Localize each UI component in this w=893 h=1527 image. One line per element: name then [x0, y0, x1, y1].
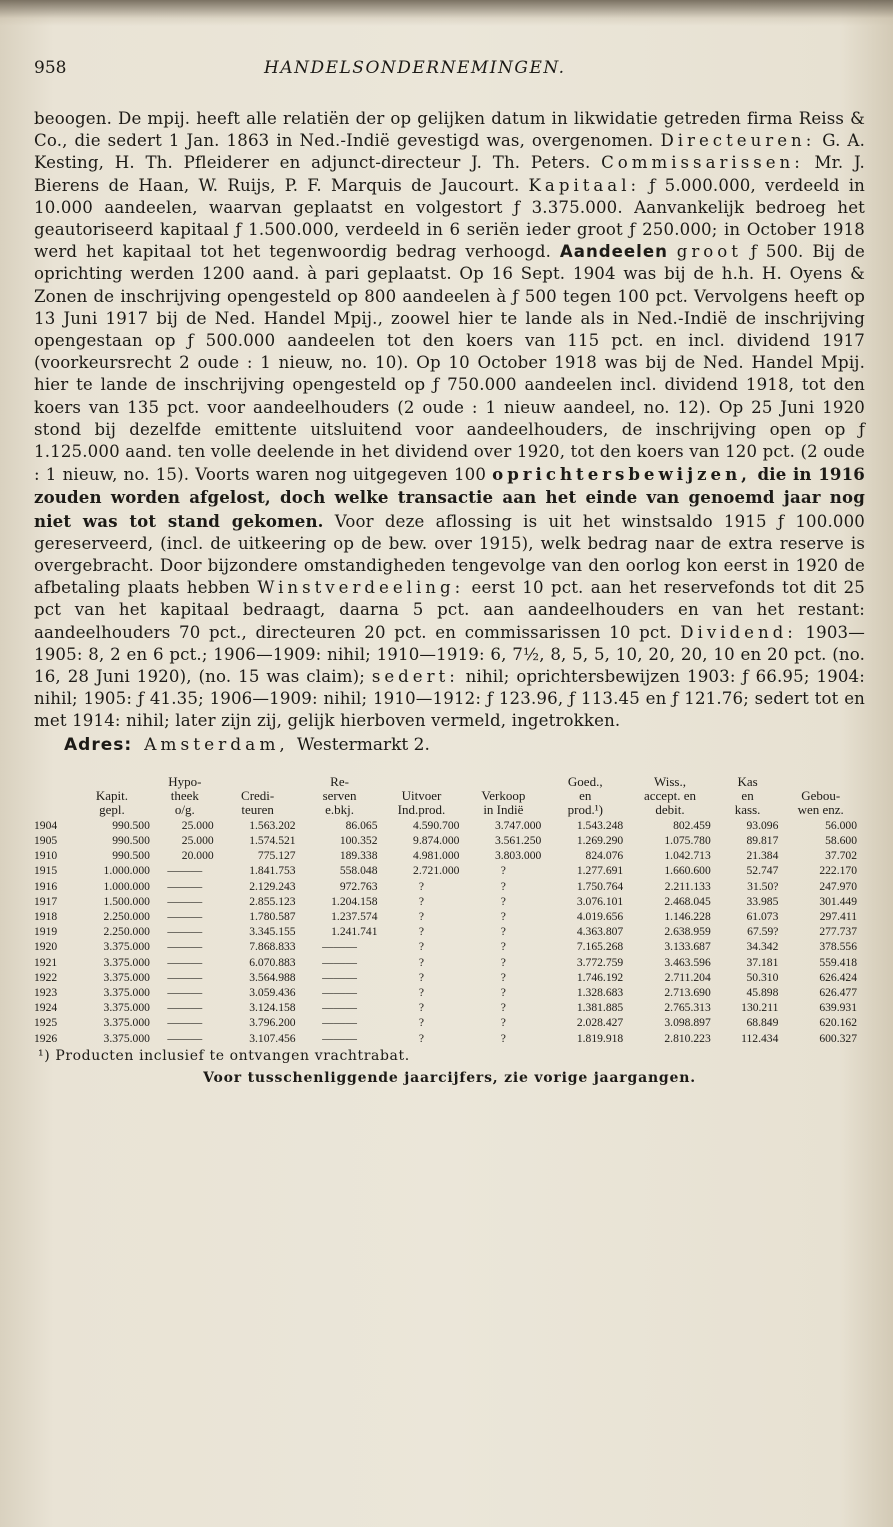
table-cell: 1.543.248	[576, 818, 624, 832]
footnote-text: Producten inclusief te ontvangen vrachtrabat.	[50, 1047, 410, 1064]
table-cell: ?	[418, 1016, 425, 1030]
table-header-cell: Uitvoer Ind.prod.	[397, 787, 446, 817]
table-cell: 1.237.574	[331, 909, 378, 923]
table-year-cell: 1918	[34, 909, 58, 923]
table-cell: 56.000	[825, 818, 857, 832]
table-cell: 3.107.456	[249, 1031, 296, 1045]
table-row	[34, 818, 860, 833]
financial-table	[34, 775, 860, 1046]
table-cell: 2.129.243	[249, 879, 296, 893]
table-cell: 50.310	[746, 970, 779, 984]
table-cell: 93.096	[746, 818, 779, 832]
table-cell: 297.411	[819, 909, 857, 923]
table-cell: 31.50?	[747, 879, 779, 893]
table-cell: 2.211.133	[664, 879, 711, 893]
table-cell: ———	[167, 879, 203, 893]
table-cell: 4.019.656	[576, 909, 624, 923]
table-row	[34, 894, 860, 909]
table-year-cell: 1926	[34, 1031, 58, 1045]
table-cell: ———	[167, 925, 203, 939]
table-cell: 1.075.780	[664, 833, 711, 847]
table-cell: 68.849	[746, 1016, 779, 1030]
table-cell: 21.384	[746, 849, 779, 863]
table-cell: 3.059.436	[249, 985, 296, 999]
table-row	[34, 879, 860, 894]
table-cell: 7.868.833	[249, 940, 296, 954]
table-cell: 45.898	[746, 985, 779, 999]
table-cell: 990.500	[112, 849, 150, 863]
table-row	[34, 970, 860, 985]
table-year-cell: 1917	[34, 894, 58, 908]
table-cell: 3.375.000	[103, 955, 150, 969]
table-cell: 3.375.000	[103, 940, 150, 954]
table-cell: ———	[322, 970, 357, 984]
text-segment: ƒ 500. Bij de oprichting werden 1200 aand. à pari geplaatst. Op 16 Sept. 1904 was bij de h.h. H. Oyens & Zonen de inschrijving opengesteld op 800 aandeelen à ƒ 500 tegen 100 pct. Vervolgens heeft op 13 Juni 1917 bij de Ned. Handel Mpij., zoowel hier te lande als in Ned.-Indië de inschrijving opengestaan op ƒ 500.000 aandeelen tot den koers van 115 pct. en incl. dividend 1917 (voorkeursrecht 2 oude : 1 nieuw, no. 10). Op 10 October 1918 was bij de Ned. Handel Mpij. hier te lande de inschrijving opengesteld op ƒ 750.000 aandeelen incl. dividend 1918, tot den koers van 135 pct. voor aandeelhouders (2 oude : 1 nieuw aandeel, no. 12). Op 25 Juni 1920 stond bij dezelfde emittente uitsluitend voor aandeelhouders, de inschrijving open op ƒ 1.125.000 aand. ten volle deelende in het dividend over 1920, tot den koers van 120 pct. (2 oude : 1 nieuw, no. 15). Voorts waren nog uitgegeven 100	[34, 242, 865, 485]
table-cell: 1.841.753	[249, 864, 296, 878]
table-year-cell: 1923	[34, 985, 58, 999]
table-cell: 1.750.764	[576, 879, 624, 893]
table-cell: 2.713.690	[664, 985, 711, 999]
table-cell: ?	[500, 1001, 506, 1015]
table-cell: ?	[418, 879, 425, 893]
table-row	[34, 939, 860, 954]
table-cell: ?	[500, 909, 506, 923]
text-segment: G. A. Kesting, H. Th. Pfleiderer en adjunct-directeur J. Th. Peters.	[34, 131, 865, 173]
table-cell: 2.855.123	[249, 894, 296, 908]
table-cell: 3.124.158	[249, 1001, 296, 1015]
table-header-row	[34, 775, 860, 818]
table-cell: 9.874.000	[413, 833, 460, 847]
table-cell: 130.211	[741, 1001, 779, 1015]
table-year-cell: 1904	[34, 818, 58, 832]
footnote-mark: ¹)	[38, 1047, 51, 1064]
label-aandeelen: Aandeelen	[559, 242, 668, 262]
text-segment: beoogen. De mpij. heeft alle relatiën der op gelijken datum in likwidatie getreden firma Reiss & Co., die sedert 1 Jan. 1863 in Ned.-Indië gevestigd was, overgenomen.	[34, 109, 865, 151]
table-cell: 58.600	[825, 833, 857, 847]
table-cell: ———	[322, 1001, 357, 1015]
table-cell: ?	[500, 894, 506, 908]
table-cell: 3.463.596	[664, 955, 711, 969]
table-cell: 1.574.521	[249, 833, 296, 847]
table-cell: 112.434	[741, 1031, 779, 1045]
table-cell: ?	[500, 864, 506, 878]
table-cell: 3.375.000	[103, 985, 150, 999]
table-cell: 2.250.000	[103, 909, 150, 923]
table-cell: 972.763	[339, 879, 378, 893]
table-cell: 3.564.988	[249, 970, 296, 984]
table-cell: ?	[500, 925, 506, 939]
table-cell: 639.931	[819, 1001, 857, 1015]
article-body	[34, 108, 865, 733]
table-row	[34, 924, 860, 939]
table-cell: ?	[418, 925, 425, 939]
table-row	[34, 848, 860, 863]
table-cell: 61.073	[746, 909, 779, 923]
text-segment: nihil; oprichtersbewijzen 1903: ƒ 66.95; 1904: nihil; 1905: ƒ 41.35; 1906—1909: nihil; 1910—1912: ƒ 123.96, ƒ 113.45 en ƒ 121.76; sedert tot en met 1914: nihil; later zijn zij, gelijk hierboven vermeld, ingetrokken.	[34, 667, 866, 731]
table-cell: 34.342	[746, 940, 779, 954]
table-cell: 1.042.713	[664, 849, 711, 863]
table-cell: ?	[418, 985, 425, 999]
table-cell: 37.181	[746, 955, 779, 969]
table-cell: 301.449	[819, 894, 857, 908]
table-cell: ?	[500, 1031, 506, 1045]
table-year-cell: 1924	[34, 1001, 58, 1015]
table-cell: 247.970	[819, 879, 857, 893]
table-cell: ———	[167, 1031, 203, 1045]
table-cell: ———	[167, 940, 203, 954]
table-cell: ?	[418, 909, 425, 923]
table-cell: 3.803.000	[494, 849, 542, 863]
table-cell: ?	[500, 955, 506, 969]
table-cell: 37.702	[825, 849, 857, 863]
text-segment-bold: die in 1916 zouden worden afgelost, doch welke transactie aan het einde van genoemd jaar nog niet was tot stand gekomen.	[34, 464, 865, 531]
page-number: 958	[34, 58, 67, 78]
table-cell: 25.000	[181, 818, 214, 832]
table-cell: ———	[167, 894, 203, 908]
table-header-cell: Wiss., accept. en debit.	[644, 773, 696, 817]
text-segment: Mr. J. Bierens de Haan, W. Ruijs, P. F. Marquis de Jaucourt.	[34, 153, 865, 195]
table-cell: 824.076	[585, 849, 624, 863]
text-segment: Voor deze aflossing is uit het winstsaldo 1915 ƒ 100.000 gereserveerd, (incl. de uitkeering op de bew. over 1915), welk bedrag naar de extra reserve is overgebracht. Door bijzondere omstandigheden tengevolge van den oorlog kon eerst in 1920 de afbetaling plaats hebben	[34, 511, 865, 598]
table-cell: 3.747.000	[494, 818, 542, 832]
table-header-cell: Re- serven e.bkj.	[322, 773, 357, 817]
table-cell: 2.721.000	[413, 864, 460, 878]
table-cell: ?	[500, 985, 506, 999]
table-cell: 1.746.192	[576, 970, 624, 984]
table-cell: ?	[418, 894, 425, 908]
table-header-cell: Verkoop in Indië	[481, 787, 526, 817]
table-year-cell: 1921	[34, 955, 58, 969]
table-row	[34, 863, 860, 878]
label-winstverdeeling: Winstverdeeling:	[257, 578, 465, 598]
table-header-cell: Hypo- theek o/g.	[168, 773, 202, 817]
table-cell: 1.819.918	[576, 1031, 624, 1045]
table-cell: 2.765.313	[664, 1001, 711, 1015]
table-cell: 2.638.959	[664, 925, 711, 939]
table-cell: 3.375.000	[103, 970, 150, 984]
table-header-cell: Credi- teuren	[241, 787, 275, 817]
table-cell: ?	[500, 879, 506, 893]
table-cell: 626.477	[819, 985, 857, 999]
running-title: HANDELSONDERNEMINGEN.	[264, 58, 566, 78]
table-cell: 990.500	[112, 833, 150, 847]
table-cell: 1.000.000	[103, 879, 150, 893]
table-cell: ?	[418, 970, 425, 984]
table-year-cell: 1922	[34, 970, 58, 984]
table-cell: 86.065	[345, 818, 378, 832]
table-cell: 3.375.000	[103, 1016, 150, 1030]
table-cell: 4.363.807	[576, 925, 624, 939]
table-cell: 3.098.897	[664, 1016, 711, 1030]
address-street: Westermarkt 2.	[296, 734, 430, 755]
table-cell: ———	[322, 955, 357, 969]
table-cell: 2.810.223	[664, 1031, 711, 1045]
table-cell: 620.162	[819, 1016, 857, 1030]
table-year-cell: 1920	[34, 940, 58, 954]
table-cell: 626.424	[819, 970, 857, 984]
table-row	[34, 833, 860, 848]
text-segment: ƒ 5.000.000, verdeeld in 10.000 aandeelen, waarvan geplaatst en volgestort ƒ 3.375.000. Aanvankelijk bedroeg het geautoriseerd kapitaal ƒ 1.500.000, verdeeld in 6 seriën ieder groot ƒ 250.000; in October 1918 werd het kapitaal tot het tegenwoordig bedrag verhoogd.	[34, 175, 865, 262]
table-cell: 1.269.290	[576, 833, 624, 847]
table-year-cell: 1919	[34, 925, 58, 939]
table-cell: 1.563.202	[249, 818, 296, 832]
table-row	[34, 985, 860, 1000]
table-cell: ?	[500, 940, 506, 954]
table-header-cell: Gebou- wen enz.	[797, 787, 844, 817]
table-cell: 1.500.000	[103, 894, 150, 908]
table-row	[34, 1031, 860, 1046]
table-cell: 25.000	[181, 833, 214, 847]
table-cell: 189.338	[339, 849, 378, 863]
address-city: Amsterdam,	[144, 734, 289, 755]
label-oprichtersbewijzen: oprichtersbewijzen,	[492, 464, 751, 485]
address-label: Adres:	[64, 734, 133, 755]
footnote	[34, 1048, 865, 1064]
table-cell: 558.048	[339, 864, 378, 878]
table-header-cell	[34, 775, 71, 818]
table-cell: ?	[418, 955, 425, 969]
table-cell: ———	[167, 909, 203, 923]
table-cell: 277.737	[819, 925, 857, 939]
table-cell: 775.127	[257, 849, 296, 863]
table-year-cell: 1910	[34, 849, 58, 863]
table-row	[34, 955, 860, 970]
table-cell: ———	[167, 985, 203, 999]
table-cell: 2.250.000	[103, 925, 150, 939]
table-cell: 1.204.158	[331, 894, 378, 908]
table-row	[34, 1015, 860, 1030]
table-cell: ?	[418, 1031, 425, 1045]
table-cell: 3.133.687	[664, 940, 711, 954]
table-cell: 2.711.204	[664, 970, 711, 984]
table-header-cell: Kapit. gepl.	[95, 787, 129, 817]
table-cell: 4.981.000	[413, 849, 460, 863]
table-cell: 378.556	[819, 940, 857, 954]
table-cell: 67.59?	[747, 925, 779, 939]
table-cell: 802.459	[673, 818, 711, 832]
table-cell: ———	[322, 985, 357, 999]
closing-note: Voor tusschenliggende jaarcijfers, zie vorige jaargangen.	[203, 1069, 696, 1086]
text-segment: 1903—1905: 8, 2 en 6 pct.; 1906—1909: nihil; 1910—1919: 6, 7½, 8, 5, 5, 10, 20, 20, 10 en 20 pct. (no. 16, 28 Juni 1920), (no. 15 was claim);	[34, 622, 866, 687]
table-cell: 3.772.759	[576, 955, 624, 969]
table-cell: 1.780.587	[249, 909, 296, 923]
table-year-cell: 1925	[34, 1016, 58, 1030]
table-year-cell: 1915	[34, 864, 58, 878]
table-cell: 3.796.200	[249, 1016, 296, 1030]
table-cell: ———	[322, 1031, 357, 1045]
table-cell: ———	[322, 1016, 357, 1030]
table-cell: 1.328.683	[576, 985, 624, 999]
page-header	[34, 58, 865, 94]
table-cell: 52.747	[746, 864, 779, 878]
table-header-cell: Goed., en prod.¹)	[567, 773, 603, 817]
label-groot: groot	[676, 242, 742, 262]
paragraph-main	[34, 108, 865, 733]
table-body	[34, 818, 860, 1046]
table-cell: 4.590.700	[413, 818, 460, 832]
table-cell: 2.028.427	[576, 1016, 624, 1030]
table-cell: 600.327	[819, 1031, 857, 1045]
table-header-cell: Kas en kass.	[734, 773, 761, 817]
table-cell: ———	[167, 1016, 203, 1030]
table-cell: 7.165.268	[576, 940, 624, 954]
table-cell: 3.345.155	[249, 925, 296, 939]
label-directeuren: Directeuren:	[660, 131, 816, 151]
table-cell: 1.000.000	[103, 864, 150, 878]
page-edge-shadow	[0, 0, 893, 26]
table-cell: 222.170	[819, 864, 857, 878]
table-cell: 1.146.228	[664, 909, 711, 923]
table-cell: 3.375.000	[103, 1031, 150, 1045]
address-line	[34, 733, 865, 757]
table-cell: 89.817	[746, 833, 779, 847]
table-cell: 559.418	[819, 955, 857, 969]
table-cell: 1.660.600	[664, 864, 711, 878]
table-cell: 3.561.250	[494, 833, 542, 847]
label-kapitaal: Kapitaal:	[528, 175, 641, 195]
table-cell: ?	[418, 1001, 425, 1015]
table-cell: ———	[167, 864, 203, 878]
label-commissarissen: Commissarissen:	[601, 153, 804, 173]
table-year-cell: 1916	[34, 879, 58, 893]
table-row	[34, 909, 860, 924]
label-dividend: Dividend:	[680, 622, 797, 642]
table-cell: 990.500	[112, 818, 150, 832]
table-cell: 1.381.885	[576, 1001, 624, 1015]
label-sedert: sedert:	[371, 667, 459, 687]
table-cell: ?	[500, 970, 506, 984]
table-row	[34, 1000, 860, 1015]
table-cell: 3.076.101	[576, 894, 624, 908]
table-cell: 6.070.883	[249, 955, 296, 969]
table-cell: 100.352	[339, 833, 378, 847]
text-segment: eerst 10 pct. aan het reservefonds tot dit 25 pct van het kapitaal bedraagt, daarna 5 pct. aan aandeelhouders en van het restant: aandeelhouders 70 pct., directeuren 20 pct. en commissarissen 10 pct.	[34, 578, 865, 642]
table-cell: ———	[167, 1001, 203, 1015]
table-cell: 3.375.000	[103, 1001, 150, 1015]
table-cell: 2.468.045	[664, 894, 711, 908]
table-cell: ?	[418, 940, 425, 954]
table-cell: 33.985	[746, 894, 779, 908]
table-cell: ———	[322, 940, 357, 954]
table-cell: 20.000	[181, 849, 214, 863]
table-cell: ?	[500, 1016, 506, 1030]
table-cell: 1.277.691	[576, 864, 624, 878]
table-cell: 1.241.741	[331, 925, 378, 939]
table-cell: ———	[167, 970, 203, 984]
table-year-cell: 1905	[34, 833, 58, 847]
table-cell: ———	[167, 955, 203, 969]
